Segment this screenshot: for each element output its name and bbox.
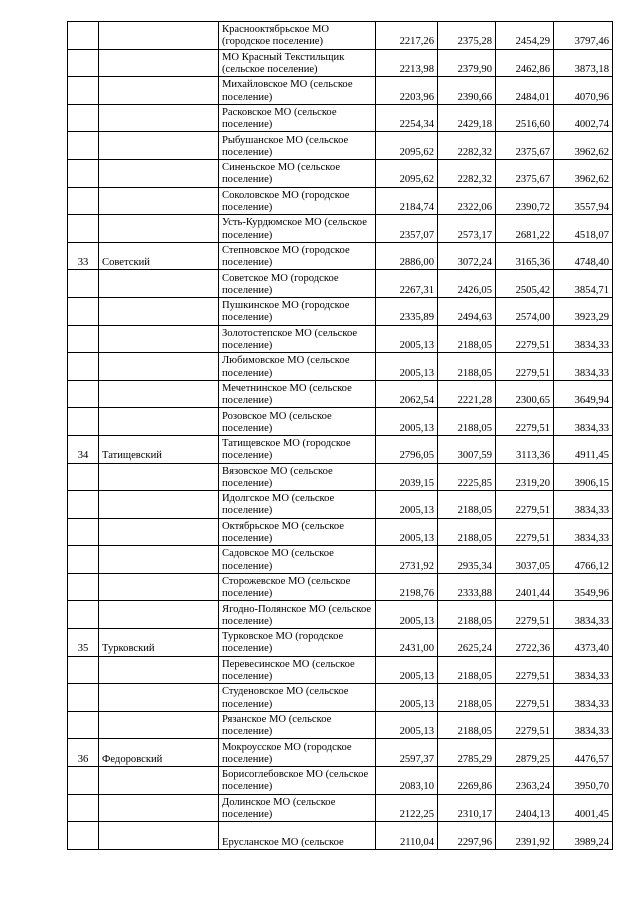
table-row bbox=[68, 159, 613, 187]
municipality-cell: Рязанское МО (сельское поселение) bbox=[219, 711, 376, 739]
value-cell-2: 2188,05 bbox=[438, 684, 496, 712]
value-cell-3: 2401,44 bbox=[496, 573, 554, 601]
table-row bbox=[68, 408, 613, 436]
table-row bbox=[68, 684, 613, 712]
value-cell-3: 2279,51 bbox=[496, 601, 554, 629]
value-cell-3: 2375,67 bbox=[496, 159, 554, 187]
municipality-cell: Мокроусское МО (городское поселение) bbox=[219, 739, 376, 767]
table-body bbox=[68, 22, 613, 850]
value-cell-4: 3834,33 bbox=[554, 684, 613, 712]
value-cell-4: 4518,07 bbox=[554, 215, 613, 243]
value-cell-2: 2188,05 bbox=[438, 353, 496, 381]
value-cell-3: 2375,67 bbox=[496, 132, 554, 160]
value-cell-2: 2225,85 bbox=[438, 463, 496, 491]
value-cell-3: 2363,24 bbox=[496, 767, 554, 795]
value-cell-1: 2005,13 bbox=[376, 711, 438, 739]
value-cell-3: 3113,36 bbox=[496, 435, 554, 463]
municipality-cell: Перевесинское МО (сельское поселение) bbox=[219, 656, 376, 684]
table-row bbox=[68, 215, 613, 243]
value-cell-2: 2375,28 bbox=[438, 22, 496, 50]
value-cell-2: 2310,17 bbox=[438, 794, 496, 822]
municipality-cell: Октябрьское МО (сельское поселение) bbox=[219, 518, 376, 546]
table-row bbox=[68, 463, 613, 491]
row-number-cell bbox=[68, 187, 99, 215]
value-cell-4: 3834,33 bbox=[554, 353, 613, 381]
municipality-cell: Борисоглебовское МО (сельское поселение) bbox=[219, 767, 376, 795]
table-row bbox=[68, 325, 613, 353]
municipality-cell: Татищевское МО (городское поселение) bbox=[219, 435, 376, 463]
district-cell bbox=[99, 104, 219, 132]
district-cell: Татищевский bbox=[99, 435, 219, 463]
table-row bbox=[68, 297, 613, 325]
value-cell-4: 3834,33 bbox=[554, 601, 613, 629]
value-cell-3: 2454,29 bbox=[496, 22, 554, 50]
district-cell: Советский bbox=[99, 242, 219, 270]
value-cell-3: 2505,42 bbox=[496, 270, 554, 298]
table-row bbox=[68, 573, 613, 601]
value-cell-2: 2282,32 bbox=[438, 159, 496, 187]
value-cell-1: 2005,13 bbox=[376, 518, 438, 546]
value-cell-4: 3923,29 bbox=[554, 297, 613, 325]
value-cell-1: 2039,15 bbox=[376, 463, 438, 491]
district-cell bbox=[99, 767, 219, 795]
value-cell-4: 4001,45 bbox=[554, 794, 613, 822]
value-cell-2: 2188,05 bbox=[438, 656, 496, 684]
value-cell-4: 3962,62 bbox=[554, 159, 613, 187]
value-cell-2: 2785,29 bbox=[438, 739, 496, 767]
district-cell bbox=[99, 380, 219, 408]
value-cell-2: 2221,28 bbox=[438, 380, 496, 408]
row-number-cell bbox=[68, 546, 99, 574]
municipality-cell: Краснооктябрьское МО (городское поселение) bbox=[219, 22, 376, 50]
value-cell-1: 2122,25 bbox=[376, 794, 438, 822]
municipality-cell: Золотостепское МО (сельское поселение) bbox=[219, 325, 376, 353]
table-row bbox=[68, 711, 613, 739]
value-cell-2: 2935,34 bbox=[438, 546, 496, 574]
row-number-cell bbox=[68, 22, 99, 50]
table-row bbox=[68, 435, 613, 463]
value-cell-3: 2391,92 bbox=[496, 822, 554, 850]
value-cell-4: 3834,33 bbox=[554, 491, 613, 519]
value-cell-2: 3007,59 bbox=[438, 435, 496, 463]
value-cell-2: 2494,63 bbox=[438, 297, 496, 325]
value-cell-2: 2188,05 bbox=[438, 518, 496, 546]
table-row bbox=[68, 546, 613, 574]
row-number-cell bbox=[68, 491, 99, 519]
row-number-cell bbox=[68, 325, 99, 353]
value-cell-3: 2390,72 bbox=[496, 187, 554, 215]
value-cell-2: 2333,88 bbox=[438, 573, 496, 601]
table-row bbox=[68, 656, 613, 684]
value-cell-2: 2188,05 bbox=[438, 491, 496, 519]
municipality-cell: Степновское МО (городское поселение) bbox=[219, 242, 376, 270]
value-cell-1: 2095,62 bbox=[376, 132, 438, 160]
row-number-cell bbox=[68, 711, 99, 739]
district-cell: Федоровский bbox=[99, 739, 219, 767]
value-cell-4: 3834,33 bbox=[554, 325, 613, 353]
district-cell bbox=[99, 684, 219, 712]
value-cell-3: 3165,36 bbox=[496, 242, 554, 270]
row-number-cell bbox=[68, 518, 99, 546]
value-cell-1: 2597,37 bbox=[376, 739, 438, 767]
row-number-cell bbox=[68, 463, 99, 491]
district-cell bbox=[99, 518, 219, 546]
value-cell-3: 2279,51 bbox=[496, 711, 554, 739]
value-cell-1: 2357,07 bbox=[376, 215, 438, 243]
district-cell bbox=[99, 573, 219, 601]
value-cell-4: 3989,24 bbox=[554, 822, 613, 850]
municipality-cell: Соколовское МО (городское поселение) bbox=[219, 187, 376, 215]
municipality-cell: Советское МО (городское поселение) bbox=[219, 270, 376, 298]
row-number-cell bbox=[68, 77, 99, 105]
municipality-cell: Рыбушанское МО (сельское поселение) bbox=[219, 132, 376, 160]
value-cell-2: 2322,06 bbox=[438, 187, 496, 215]
value-cell-2: 2625,24 bbox=[438, 629, 496, 657]
value-cell-3: 2279,51 bbox=[496, 408, 554, 436]
value-cell-4: 4748,40 bbox=[554, 242, 613, 270]
district-cell bbox=[99, 325, 219, 353]
value-cell-4: 4766,12 bbox=[554, 546, 613, 574]
value-cell-1: 2005,13 bbox=[376, 656, 438, 684]
value-cell-1: 2062,54 bbox=[376, 380, 438, 408]
row-number-cell: 33 bbox=[68, 242, 99, 270]
value-cell-3: 2279,51 bbox=[496, 491, 554, 519]
value-cell-1: 2083,10 bbox=[376, 767, 438, 795]
value-cell-2: 2379,90 bbox=[438, 49, 496, 77]
row-number-cell bbox=[68, 684, 99, 712]
value-cell-2: 2426,05 bbox=[438, 270, 496, 298]
value-cell-3: 2484,01 bbox=[496, 77, 554, 105]
value-cell-4: 3950,70 bbox=[554, 767, 613, 795]
value-cell-2: 2390,66 bbox=[438, 77, 496, 105]
municipality-cell: Ерусланское МО (сельское bbox=[219, 822, 376, 850]
table-row bbox=[68, 49, 613, 77]
row-number-cell bbox=[68, 822, 99, 850]
value-cell-1: 2796,05 bbox=[376, 435, 438, 463]
district-cell bbox=[99, 408, 219, 436]
value-cell-4: 3962,62 bbox=[554, 132, 613, 160]
value-cell-4: 3834,33 bbox=[554, 518, 613, 546]
value-cell-3: 2279,51 bbox=[496, 518, 554, 546]
value-cell-2: 2188,05 bbox=[438, 325, 496, 353]
municipality-cell: Усть-Курдюмское МО (сельское поселение) bbox=[219, 215, 376, 243]
row-number-cell: 34 bbox=[68, 435, 99, 463]
value-cell-1: 2005,13 bbox=[376, 353, 438, 381]
value-cell-4: 3649,94 bbox=[554, 380, 613, 408]
table-row bbox=[68, 518, 613, 546]
value-cell-3: 2279,51 bbox=[496, 325, 554, 353]
district-cell bbox=[99, 77, 219, 105]
table-row bbox=[68, 242, 613, 270]
table-row bbox=[68, 187, 613, 215]
municipality-cell: Турковское МО (городское поселение) bbox=[219, 629, 376, 657]
value-cell-4: 3834,33 bbox=[554, 656, 613, 684]
value-cell-4: 3873,18 bbox=[554, 49, 613, 77]
table-row bbox=[68, 270, 613, 298]
row-number-cell bbox=[68, 132, 99, 160]
district-cell bbox=[99, 601, 219, 629]
value-cell-1: 2731,92 bbox=[376, 546, 438, 574]
value-cell-1: 2005,13 bbox=[376, 325, 438, 353]
row-number-cell bbox=[68, 104, 99, 132]
table-row bbox=[68, 794, 613, 822]
value-cell-1: 2886,00 bbox=[376, 242, 438, 270]
value-cell-1: 2095,62 bbox=[376, 159, 438, 187]
row-number-cell bbox=[68, 767, 99, 795]
value-cell-3: 2722,36 bbox=[496, 629, 554, 657]
value-cell-4: 4911,45 bbox=[554, 435, 613, 463]
value-cell-2: 2188,05 bbox=[438, 711, 496, 739]
row-number-cell bbox=[68, 297, 99, 325]
value-cell-2: 2297,96 bbox=[438, 822, 496, 850]
district-cell bbox=[99, 794, 219, 822]
table-row bbox=[68, 77, 613, 105]
table-row bbox=[68, 629, 613, 657]
value-cell-3: 2574,00 bbox=[496, 297, 554, 325]
table-row bbox=[68, 104, 613, 132]
value-cell-3: 2279,51 bbox=[496, 684, 554, 712]
value-cell-3: 2300,65 bbox=[496, 380, 554, 408]
value-cell-1: 2267,31 bbox=[376, 270, 438, 298]
value-cell-1: 2005,13 bbox=[376, 408, 438, 436]
value-cell-2: 2188,05 bbox=[438, 601, 496, 629]
value-cell-3: 2279,51 bbox=[496, 353, 554, 381]
value-cell-4: 3834,33 bbox=[554, 408, 613, 436]
value-cell-2: 3072,24 bbox=[438, 242, 496, 270]
table-row bbox=[68, 353, 613, 381]
value-cell-1: 2005,13 bbox=[376, 601, 438, 629]
row-number-cell bbox=[68, 215, 99, 243]
value-cell-1: 2254,34 bbox=[376, 104, 438, 132]
value-cell-1: 2184,74 bbox=[376, 187, 438, 215]
value-cell-1: 2213,98 bbox=[376, 49, 438, 77]
row-number-cell bbox=[68, 270, 99, 298]
row-number-cell bbox=[68, 380, 99, 408]
value-cell-3: 2319,20 bbox=[496, 463, 554, 491]
municipality-cell: Садовское МО (сельское поселение) bbox=[219, 546, 376, 574]
value-cell-3: 2516,60 bbox=[496, 104, 554, 132]
table-row bbox=[68, 601, 613, 629]
district-cell bbox=[99, 546, 219, 574]
value-cell-4: 4070,96 bbox=[554, 77, 613, 105]
district-cell bbox=[99, 270, 219, 298]
table-row bbox=[68, 822, 613, 850]
municipality-cell: Розовское МО (сельское поселение) bbox=[219, 408, 376, 436]
row-number-cell bbox=[68, 794, 99, 822]
tariff-table bbox=[67, 21, 613, 850]
municipality-cell: Вязовское МО (сельское поселение) bbox=[219, 463, 376, 491]
value-cell-3: 2681,22 bbox=[496, 215, 554, 243]
row-number-cell: 36 bbox=[68, 739, 99, 767]
district-cell bbox=[99, 822, 219, 850]
value-cell-4: 4002,74 bbox=[554, 104, 613, 132]
row-number-cell bbox=[68, 601, 99, 629]
value-cell-1: 2198,76 bbox=[376, 573, 438, 601]
district-cell bbox=[99, 215, 219, 243]
value-cell-1: 2217,26 bbox=[376, 22, 438, 50]
value-cell-3: 2404,13 bbox=[496, 794, 554, 822]
municipality-cell: МО Красный Текстильщик (сельское поселение) bbox=[219, 49, 376, 77]
district-cell: Турковский bbox=[99, 629, 219, 657]
value-cell-1: 2005,13 bbox=[376, 491, 438, 519]
value-cell-4: 4476,57 bbox=[554, 739, 613, 767]
municipality-cell: Михайловское МО (сельское поселение) bbox=[219, 77, 376, 105]
municipality-cell: Пушкинское МО (городское поселение) bbox=[219, 297, 376, 325]
municipality-cell: Сторожевское МО (сельское поселение) bbox=[219, 573, 376, 601]
value-cell-1: 2005,13 bbox=[376, 684, 438, 712]
table-row bbox=[68, 22, 613, 50]
table-row bbox=[68, 739, 613, 767]
municipality-cell: Долинское МО (сельское поселение) bbox=[219, 794, 376, 822]
district-cell bbox=[99, 491, 219, 519]
value-cell-1: 2110,04 bbox=[376, 822, 438, 850]
value-cell-4: 3549,96 bbox=[554, 573, 613, 601]
value-cell-1: 2203,96 bbox=[376, 77, 438, 105]
value-cell-3: 2279,51 bbox=[496, 656, 554, 684]
row-number-cell bbox=[68, 159, 99, 187]
row-number-cell bbox=[68, 573, 99, 601]
district-cell bbox=[99, 187, 219, 215]
table-row bbox=[68, 767, 613, 795]
table-row bbox=[68, 380, 613, 408]
value-cell-2: 2282,32 bbox=[438, 132, 496, 160]
value-cell-2: 2269,86 bbox=[438, 767, 496, 795]
district-cell bbox=[99, 22, 219, 50]
district-cell bbox=[99, 49, 219, 77]
table-row bbox=[68, 491, 613, 519]
district-cell bbox=[99, 656, 219, 684]
municipality-cell: Синеньское МО (сельское поселение) bbox=[219, 159, 376, 187]
municipality-cell: Ягодно-Полянское МО (сельское поселение) bbox=[219, 601, 376, 629]
row-number-cell bbox=[68, 353, 99, 381]
municipality-cell: Любимовское МО (сельское поселение) bbox=[219, 353, 376, 381]
value-cell-4: 3557,94 bbox=[554, 187, 613, 215]
municipality-cell: Идолгское МО (сельское поселение) bbox=[219, 491, 376, 519]
row-number-cell bbox=[68, 49, 99, 77]
district-cell bbox=[99, 463, 219, 491]
table-row bbox=[68, 132, 613, 160]
value-cell-2: 2429,18 bbox=[438, 104, 496, 132]
row-number-cell: 35 bbox=[68, 629, 99, 657]
value-cell-1: 2431,00 bbox=[376, 629, 438, 657]
value-cell-4: 3906,15 bbox=[554, 463, 613, 491]
value-cell-3: 2462,86 bbox=[496, 49, 554, 77]
value-cell-4: 3797,46 bbox=[554, 22, 613, 50]
row-number-cell bbox=[68, 656, 99, 684]
municipality-cell: Мечетнинское МО (сельское поселение) bbox=[219, 380, 376, 408]
value-cell-3: 2879,25 bbox=[496, 739, 554, 767]
district-cell bbox=[99, 132, 219, 160]
value-cell-4: 3854,71 bbox=[554, 270, 613, 298]
value-cell-4: 4373,40 bbox=[554, 629, 613, 657]
value-cell-3: 3037,05 bbox=[496, 546, 554, 574]
value-cell-4: 3834,33 bbox=[554, 711, 613, 739]
district-cell bbox=[99, 353, 219, 381]
value-cell-2: 2573,17 bbox=[438, 215, 496, 243]
district-cell bbox=[99, 711, 219, 739]
row-number-cell bbox=[68, 408, 99, 436]
district-cell bbox=[99, 159, 219, 187]
value-cell-1: 2335,89 bbox=[376, 297, 438, 325]
municipality-cell: Студеновское МО (сельское поселение) bbox=[219, 684, 376, 712]
municipality-cell: Расковское МО (сельское поселение) bbox=[219, 104, 376, 132]
value-cell-2: 2188,05 bbox=[438, 408, 496, 436]
district-cell bbox=[99, 297, 219, 325]
